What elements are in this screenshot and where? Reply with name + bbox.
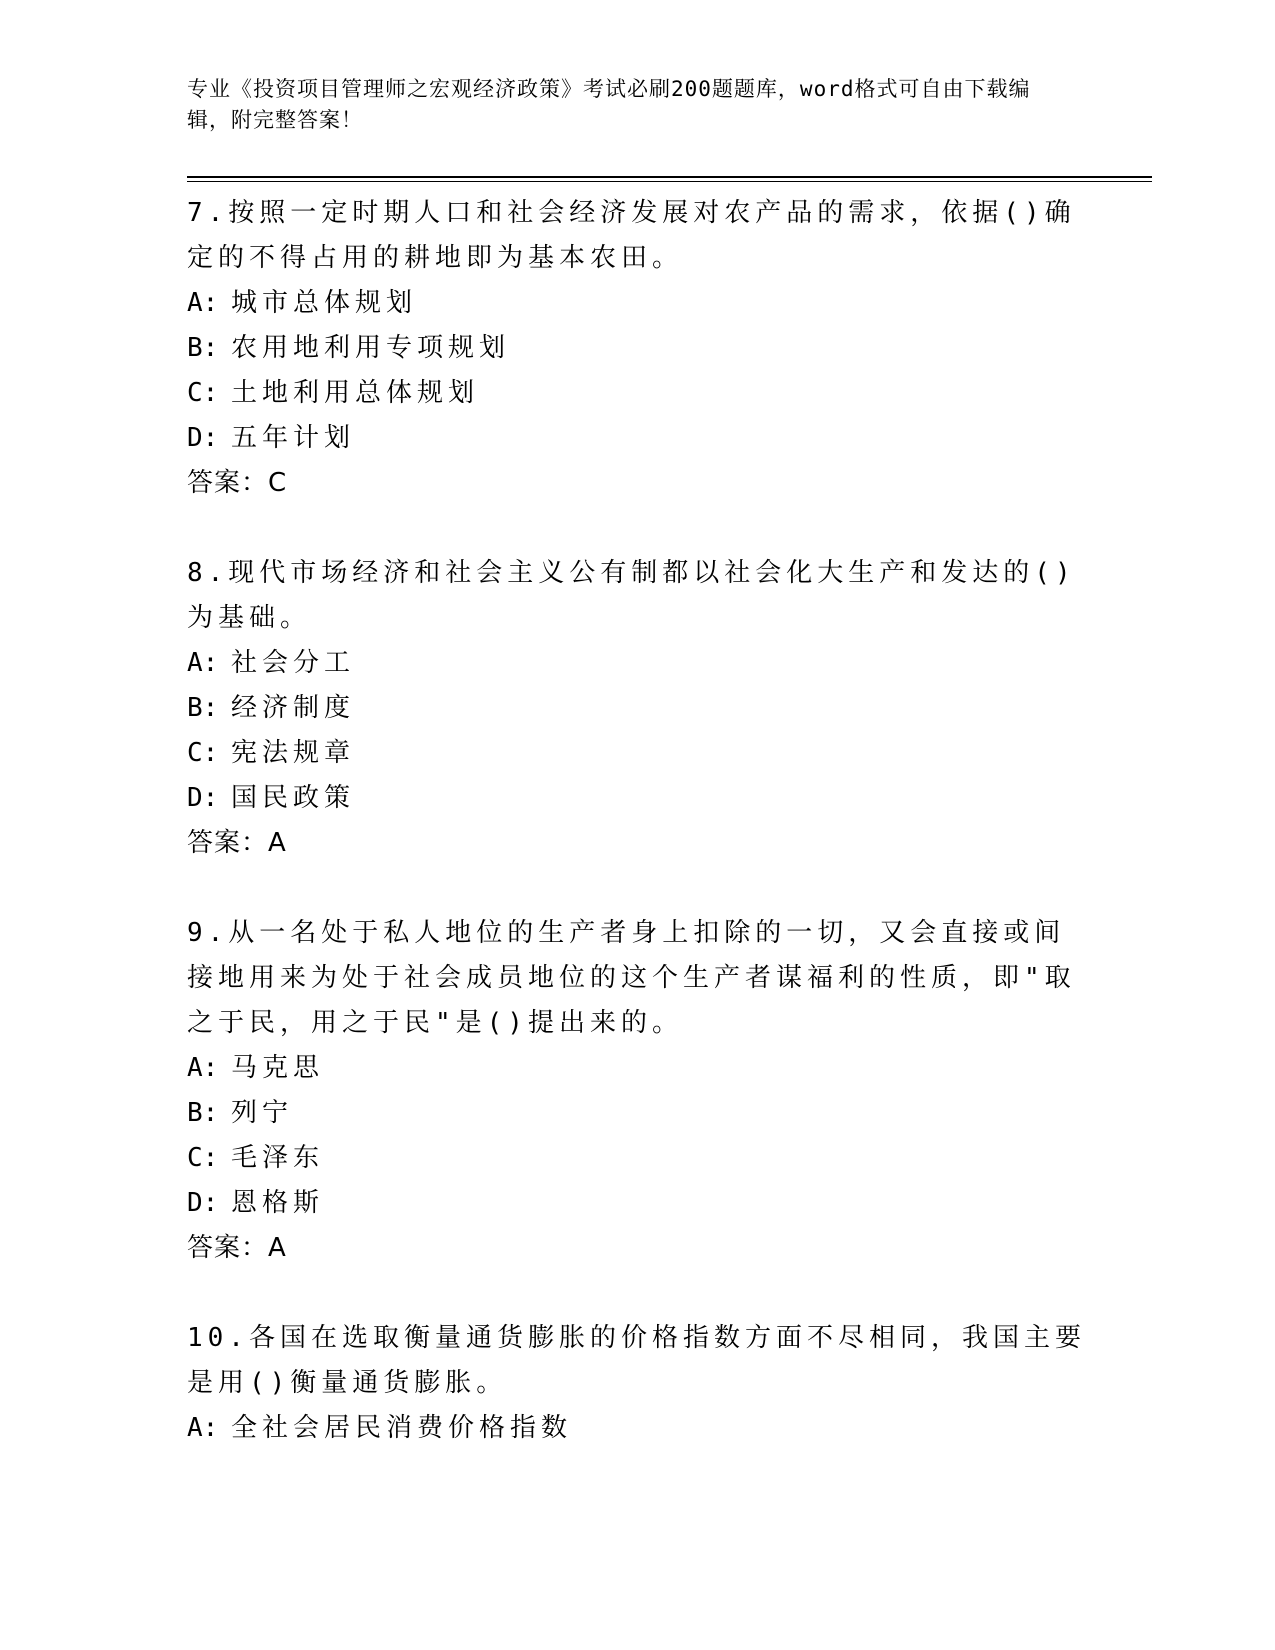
option-letter: B: [187, 1098, 219, 1128]
option-letter: C: [187, 738, 219, 768]
option-letter: B: [187, 693, 219, 723]
question-text: 9.从一名处于私人地位的生产者身上扣除的一切，又会直接或间接地用来为处于社会成员地位的这个生产者谋福利的性质，即"取之于民，用之于民"是()提出来的。 [187, 918, 1076, 1038]
answer-line: 答案：A [187, 1233, 287, 1263]
question-text: 10.各国在选取衡量通货膨胀的价格指数方面不尽相同，我国主要是用()衡量通货膨胀。 [187, 1323, 1086, 1398]
option-text: 全社会居民消费价格指数 [231, 1413, 573, 1443]
option-d [187, 776, 1087, 821]
option-letter: D: [187, 783, 219, 813]
option-text: 土地利用总体规划 [231, 378, 480, 408]
question-text: 7.按照一定时期人口和社会经济发展对农产品的需求，依据()确定的不得占用的耕地即为基本农田。 [187, 198, 1076, 273]
option-text: 恩格斯 [231, 1188, 325, 1218]
option-letter: D: [187, 423, 219, 453]
header-divider-thick [187, 176, 1152, 178]
answer-line: 答案：A [187, 828, 287, 858]
option-b [187, 326, 1087, 371]
option-text: 马克思 [231, 1053, 325, 1083]
question-7 [187, 191, 1087, 506]
option-a [187, 1406, 1087, 1451]
option-b [187, 1091, 1087, 1136]
question-9 [187, 911, 1087, 1271]
question-text: 8.现代市场经济和社会主义公有制都以社会化大生产和发达的()为基础。 [187, 558, 1076, 633]
option-text: 国民政策 [231, 783, 356, 813]
option-text: 农用地利用专项规划 [231, 333, 511, 363]
option-letter: A: [187, 1053, 219, 1083]
option-letter: C: [187, 378, 219, 408]
option-b [187, 686, 1087, 731]
option-letter: A: [187, 288, 219, 318]
option-c [187, 371, 1087, 416]
option-a [187, 641, 1087, 686]
question-10 [187, 1316, 1087, 1451]
option-d [187, 416, 1087, 461]
option-letter: C: [187, 1143, 219, 1173]
option-a [187, 1046, 1087, 1091]
document-header: 专业《投资项目管理师之宏观经济政策》考试必刷200题题库，word格式可自由下载编辑，附完整答案！ [187, 77, 1031, 132]
option-text: 城市总体规划 [231, 288, 418, 318]
question-8 [187, 551, 1087, 866]
option-text: 列宁 [231, 1098, 294, 1128]
header-divider-thin [187, 181, 1152, 182]
option-letter: D: [187, 1188, 219, 1218]
option-letter: A: [187, 1413, 219, 1443]
option-letter: B: [187, 333, 219, 363]
option-text: 毛泽东 [231, 1143, 325, 1173]
answer-line: 答案：C [187, 468, 288, 498]
option-c [187, 731, 1087, 776]
option-c [187, 1136, 1087, 1181]
option-letter: A: [187, 648, 219, 678]
option-text: 社会分工 [231, 648, 356, 678]
option-text: 宪法规章 [231, 738, 356, 768]
option-a [187, 281, 1087, 326]
question-list [187, 191, 1087, 1496]
option-d [187, 1181, 1087, 1226]
option-text: 五年计划 [231, 423, 356, 453]
option-text: 经济制度 [231, 693, 356, 723]
